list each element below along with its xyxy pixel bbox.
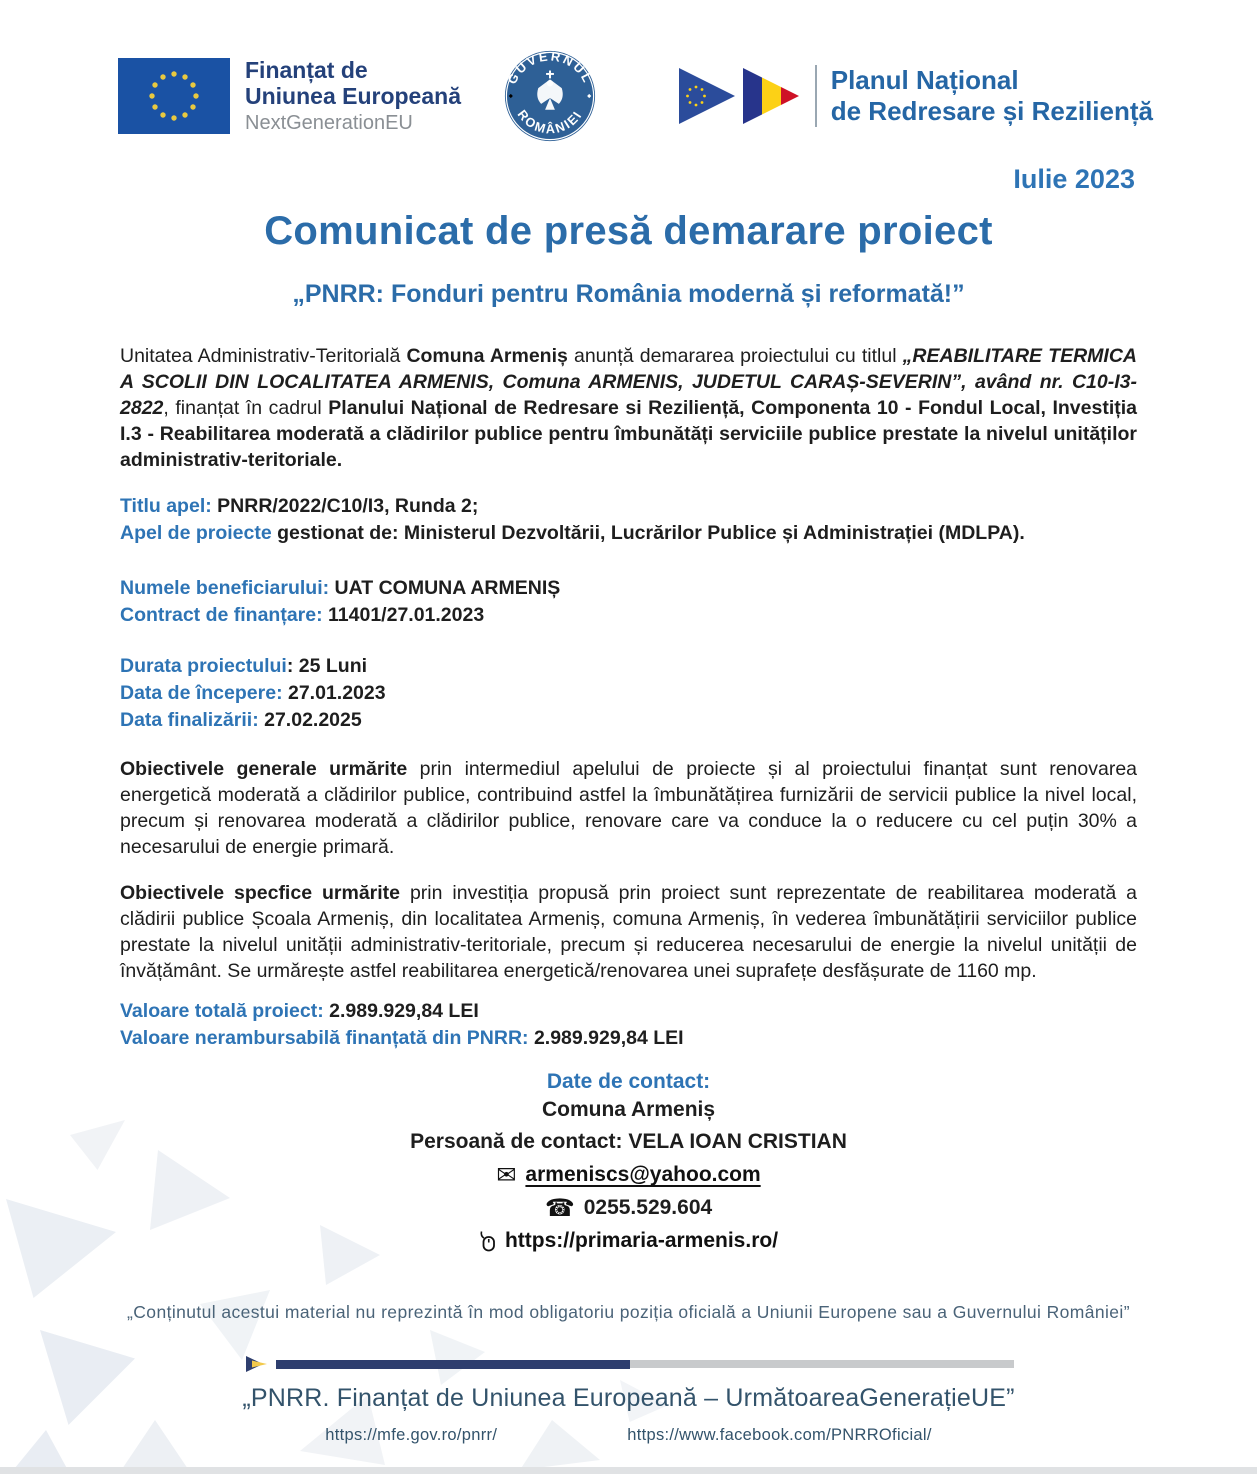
- eu-logo-text: [245, 58, 461, 134]
- seal-bottom-text: ROMÂNIEI: [514, 106, 586, 137]
- disclaimer-text: „Conținutul acestui material nu reprezintă în mod obligatoriu poziția oficială a Uniunii Europene sau a Guvernului României”: [127, 1302, 1130, 1322]
- contact-heading: Date de contact:: [546, 1070, 711, 1093]
- pnrr-logo-line1: Planul Național: [830, 65, 1019, 96]
- text-run: prin intermediul apelului de proiecte și al proiectului finanțat sunt renovarea energetică moderată a clădirilor publice, contribuind astfel la îmbunătățirea furnizării de servicii publice la nivel local, precum și renovarea moderată a clădirilor publice, renovare care va conduce la o reducere cu cel puțin 30% a necesarului de energie primară.: [120, 758, 1138, 858]
- date-label: Iulie 2023: [1013, 164, 1135, 194]
- text-run: anunță demararea proiectului cu titlul: [567, 345, 903, 367]
- facebook-link[interactable]: https://www.facebook.com/PNRROficial/: [627, 1426, 932, 1444]
- specific-objectives-paragraph: [120, 880, 1137, 984]
- phone-number: 0255.529.604: [583, 1196, 713, 1219]
- key-value-line: Numele beneficiarului: UAT COMUNA ARMENIȘ: [120, 577, 561, 599]
- contact-email-row: [0, 1161, 1257, 1189]
- mfe-link[interactable]: https://mfe.gov.ro/pnrr/: [325, 1426, 498, 1444]
- footer-quote: „PNRR. Finanțat de Uniunea Europeană – UrmătoareaGenerațieUE”: [242, 1384, 1015, 1412]
- bar-navy-segment: [276, 1360, 630, 1369]
- contact-block: [0, 1068, 1257, 1255]
- logo-header: [118, 0, 1153, 144]
- text-run: , finanțat în cadrul: [163, 397, 329, 419]
- text-run: Comuna Armeniș: [406, 345, 568, 367]
- arrow-icon: [246, 1354, 280, 1374]
- key-value-line: Durata proiectului: 25 Luni: [120, 655, 368, 677]
- page-title: Comunicat de presă demarare proiect: [264, 209, 993, 253]
- pnrr-logo-text: [815, 65, 1153, 126]
- text-run: „REABILITARE TERMICA A SCOLII DIN LOCALITATEA ARMENIS, Comuna ARMENIS, JUDETUL CARAȘ-SEVERIN”, având nr. C10-I3-2822: [120, 345, 1137, 419]
- seal-top-text: GUVERNUL: [503, 48, 596, 87]
- key-value-line: Data de începere: 27.01.2023: [120, 682, 386, 704]
- contact-phone-row: [0, 1194, 1257, 1222]
- envelope-icon: ✉: [496, 1161, 517, 1189]
- call-info-block: [120, 493, 1137, 547]
- key-value-line: Valoare totală proiect: 2.989.929,84 LEI: [120, 1000, 479, 1022]
- pnrr-logo-line2: de Redresare și Reziliență: [830, 96, 1153, 126]
- beneficiary-block: [120, 575, 1137, 629]
- footer-progress-bar: [246, 1354, 1014, 1374]
- mouse-icon: [479, 1230, 496, 1252]
- eu-logo-line2: Uniunea Europeană: [245, 82, 461, 109]
- contact-website-row: [0, 1227, 1257, 1255]
- website-link[interactable]: https://primaria-armenis.ro/: [504, 1229, 779, 1252]
- key-value-line: Apel de proiecte gestionat de: Ministerul Dezvoltării, Lucrărilor Publice și Administrației (MDLPA).: [120, 522, 1025, 544]
- eu-funding-logo: [118, 58, 461, 134]
- pnrr-logo: [679, 65, 1153, 127]
- page-subtitle: „PNRR: Fonduri pentru România modernă și reformată!”: [292, 280, 965, 308]
- timeline-block: [120, 653, 1137, 734]
- gov-seal-icon: [501, 47, 599, 145]
- general-objectives-paragraph: [120, 756, 1137, 860]
- bottom-strip: [0, 1467, 1257, 1474]
- phone-icon: ☎: [544, 1194, 575, 1222]
- text-run: prin investiția propusă prin proiect sunt reprezentate de reabilitarea moderată a clădirii publice Școala Armeniș, din localitatea Armeniș, comuna Armeniș, în vederea îmbunătățirii serviciilor publice prestate la nivelul unității administrativ-teritoriale, precum și reducerea necesarului de energie la nivelul unității de învățământ. Se urmărește astfel reabilitarea energetică/renovarea unei suprafețe desfășurate de 1160 mp.: [120, 882, 1137, 982]
- text-run: Obiectivele generale urmărite: [120, 758, 408, 780]
- email-link[interactable]: armeniscs@yahoo.com: [525, 1163, 761, 1186]
- key-value-line: Titlu apel: PNRR/2022/C10/I3, Runda 2;: [120, 495, 479, 517]
- value-block: [120, 998, 1137, 1052]
- text-run: Planului Național de Redresare si Reziliență, Componenta 10 - Fondul Local, Investiția I.3 - Reabilitarea moderată a clădirilor publice pentru îmbunătăți serviciile publice prestate la nivelul unităților administrativ-teritoriale.: [120, 397, 1137, 471]
- key-value-line: Valoare nerambursabilă finanțată din PNRR: 2.989.929,84 LEI: [120, 1027, 684, 1049]
- key-value-line: Contract de finanțare: 11401/27.01.2023: [120, 604, 485, 626]
- contact-organization: Comuna Armeniș: [541, 1098, 716, 1121]
- key-value-line: Data finalizării: 27.02.2025: [120, 709, 362, 731]
- text-run: Obiectivele specfice urmărite: [120, 882, 401, 904]
- eu-logo-line1: Finanțat de: [245, 57, 368, 84]
- bar-gray-segment: [630, 1360, 1014, 1368]
- footer: [0, 1296, 1257, 1474]
- text-run: Unitatea Administrativ-Teritorială: [120, 345, 407, 367]
- eu-flag-icon: [118, 58, 230, 134]
- contact-person: Persoană de contact: VELA IOAN CRISTIAN: [410, 1130, 847, 1153]
- footer-links: [0, 1426, 1257, 1445]
- intro-paragraph: [120, 343, 1137, 473]
- pnrr-arrows-icon: [679, 65, 801, 127]
- eu-logo-line3: NextGenerationEU: [245, 111, 413, 134]
